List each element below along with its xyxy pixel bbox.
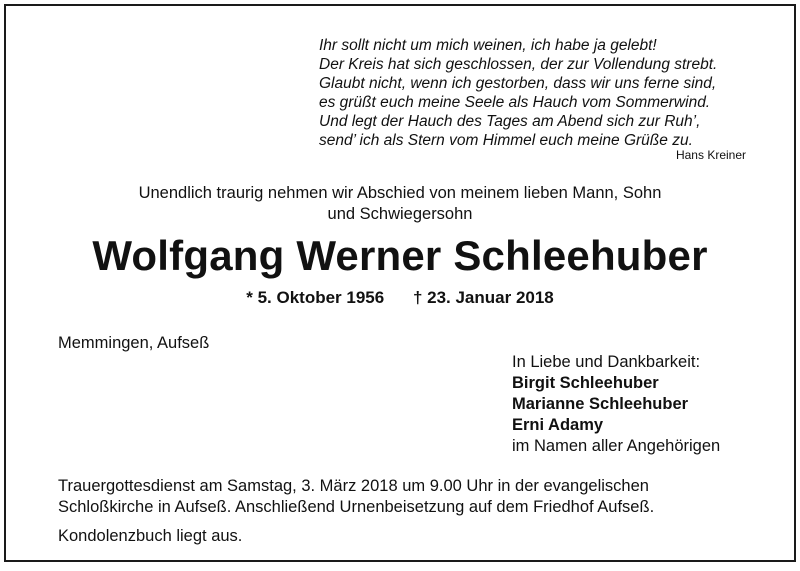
life-dates [6, 288, 794, 308]
service-line-1: Trauergottesdienst am Samstag, 3. März 2018 um 9.00 Uhr in der evangelischen [58, 477, 649, 495]
poem-line: es grüßt euch meine Seele als Hauch vom Sommerwind. [319, 94, 711, 111]
death-date: † 23. Januar 2018 [412, 288, 554, 307]
poem-line: Glaubt nicht, wenn ich gestorben, dass wir uns ferne sind, [319, 75, 717, 92]
mourner-name: Erni Adamy [512, 416, 604, 434]
poem-author: Hans Kreiner [675, 148, 746, 162]
poem-line: Und legt der Hauch des Tages am Abend sich zur Ruh’, [319, 113, 701, 130]
intro-line-1: Unendlich traurig nehmen wir Abschied von meinem lieben Mann, Sohn [138, 184, 662, 202]
obituary-notice [4, 4, 796, 562]
intro-line-2: und Schwiegersohn [327, 205, 473, 223]
birth-date: * 5. Oktober 1956 [246, 288, 385, 307]
mourners-block [512, 352, 720, 457]
poem-line: send’ ich als Stern vom Himmel euch meine Grüße zu. [319, 132, 693, 149]
service-line-2: Schloßkirche in Aufseß. Anschließend Urnenbeisetzung auf dem Friedhof Aufseß. [58, 498, 655, 516]
mourners-heading: In Liebe und Dankbarkeit: [512, 353, 701, 371]
condolence-note: Kondolenzbuch liegt aus. [58, 527, 243, 545]
mourners-closing: im Namen aller Angehörigen [512, 437, 721, 455]
intro-text [6, 183, 794, 225]
service-info [58, 476, 778, 518]
poem-line: Ihr sollt nicht um mich weinen, ich habe ja gelebt! [319, 37, 657, 54]
poem [319, 36, 779, 150]
mourner-name: Birgit Schleehuber [512, 374, 659, 392]
mourner-name: Marianne Schleehuber [512, 395, 689, 413]
poem-line: Der Kreis hat sich geschlossen, der zur Vollendung strebt. [319, 56, 718, 73]
deceased-name: Wolfgang Werner Schleehuber [92, 232, 708, 279]
place: Memmingen, Aufseß [58, 334, 210, 352]
